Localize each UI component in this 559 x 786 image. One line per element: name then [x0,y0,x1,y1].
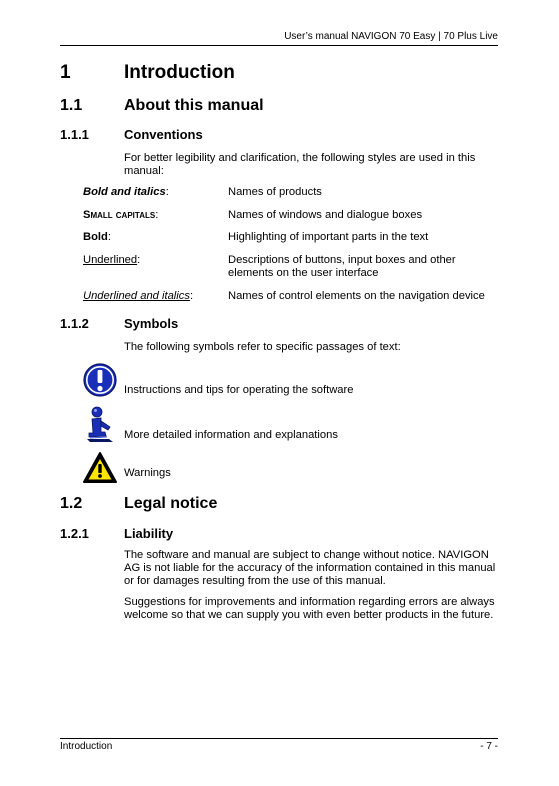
subsection-heading-conventions [60,127,203,142]
info-person-icon [82,405,118,448]
page-footer [60,738,498,753]
subsection-title: Symbols [124,316,179,331]
subsection-title: Liability [124,526,174,541]
convention-description: Names of windows and dialogue boxes [228,209,423,221]
convention-description: Names of products [228,186,322,198]
chapter-title: Introduction [124,62,235,83]
warning-icon [82,451,118,490]
convention-term: Underlined and italics: [83,290,194,302]
section-title: Legal notice [124,495,218,512]
subsection-heading-symbols [60,316,178,331]
section-number: 1.1 [60,97,83,114]
section-heading-about [60,96,264,115]
subsection-heading-liability [60,526,173,541]
symbol-description: More detailed information and explanations [124,429,338,441]
exclamation-icon [82,361,118,404]
symbol-description: Warnings [124,467,171,479]
convention-term: Small capitals: [83,209,159,221]
chapter-number: 1 [60,62,71,83]
subsection-title: Conventions [124,127,203,142]
symbol-description: Instructions and tips for operating the software [124,384,354,396]
header-title: User’s manual NAVIGON 70 Easy | 70 Plus Live [284,31,498,42]
convention-description: Names of control elements on the navigation device [228,290,485,302]
subsection-number: 1.1.1 [60,127,89,142]
symbols-intro: The following symbols refer to specific passages of text: [124,341,401,353]
section-number: 1.2 [60,495,83,512]
liability-paragraph: Suggestions for improvements and information regarding errors are always welcome so that we can supply you with even better products in the future. [124,596,495,621]
convention-description: Descriptions of buttons, input boxes and other elements on the user interface [228,254,456,279]
page-header [60,31,498,46]
section-heading-legal [60,494,217,513]
convention-term: Bold: [83,231,111,243]
subsection-number: 1.2.1 [60,526,89,541]
convention-term: Underlined: [83,254,141,266]
conventions-intro: For better legibility and clarification, the following styles are used in this manual: [124,152,476,177]
footer-left: Introduction [60,741,113,752]
subsection-number: 1.1.2 [60,316,89,331]
section-title: About this manual [124,97,264,114]
convention-description: Highlighting of important parts in the text [228,231,429,243]
page-number: - 7 - [480,741,498,752]
convention-term: Bold and italics: [83,186,169,198]
chapter-heading [60,62,235,84]
liability-paragraph: The software and manual are subject to change without notice. NAVIGON AG is not liable for the accuracy of the information contained in this manual or for damages resulting from the use of this manual. [124,549,496,587]
